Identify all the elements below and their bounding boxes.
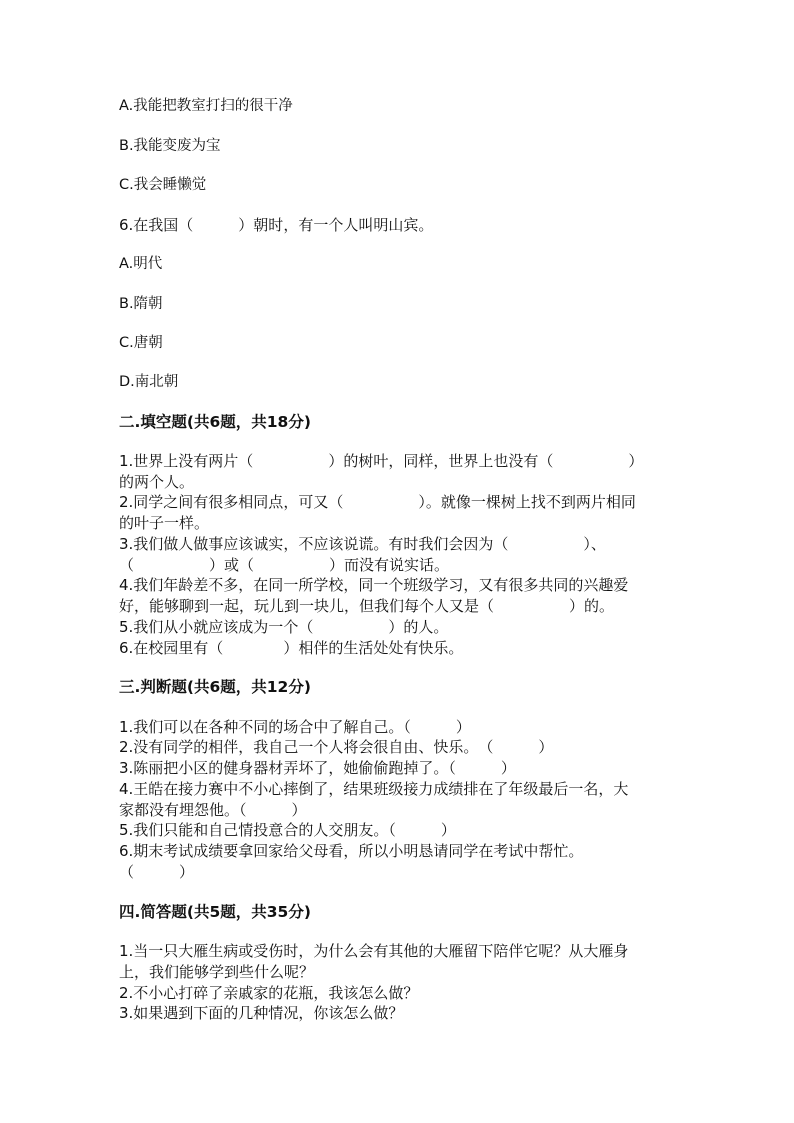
q6-option-c: C.唐朝 [119,335,163,351]
q6-option-b: B.隋朝 [119,296,163,312]
fill-blank-line: 1.世界上没有两片（ ）的树叶，同样，世界上也没有（ ） [119,452,644,470]
section-3-heading: 三.判断题(共6题，共12分) [119,678,311,696]
true-false-line: 6.期末考试成绩要拿回家给父母看，所以小明恳请同学在考试中帮忙。 [119,842,584,860]
true-false-line: （ ） [119,863,195,881]
q6-option-a: A.明代 [119,256,163,272]
fill-blank-line: 2.同学之间有很多相同点，可又（ ）。就像一棵树上找不到两片相同 [119,493,636,511]
q5-option-c: C.我会睡懒觉 [119,177,207,193]
fill-blank-line: 3.我们做人做事应该诚实，不应该说谎。有时我们会因为（ ）、 [119,535,606,553]
fill-blank-line: 的两个人。 [119,473,195,491]
true-false-line: 1.我们可以在各种不同的场合中了解自己。（ ） [119,718,471,736]
fill-blank-line: 的叶子一样。 [119,514,210,532]
short-answer-line: 1.当一只大雁生病或受伤时，为什么会有其他的大雁留下陪伴它呢？从大雁身 [119,942,629,960]
short-answer-line: 2.不小心打碎了亲戚家的花瓶，我该怎么做？ [119,984,419,1002]
fill-blank-line: 5.我们从小就应该成为一个（ ）的人。 [119,618,449,636]
true-false-line: 2.没有同学的相伴，我自己一个人将会很自由、快乐。 （ ） [119,738,554,756]
true-false-line: 4.王皓在接力赛中不小心摔倒了，结果班级接力成绩排在了年级最后一名，大 [119,780,629,798]
fill-blank-line: 好，能够聊到一起，玩儿到一块儿，但我们每个人又是（ ）的。 [119,597,615,615]
short-answer-line: 上，我们能够学到些什么呢？ [119,963,315,981]
section-4-heading: 四.简答题(共5题，共35分) [119,903,311,921]
q5-option-b: B.我能变废为宝 [119,138,221,154]
fill-blank-line: 4.我们年龄差不多，在同一所学校，同一个班级学习，又有很多共同的兴趣爱 [119,576,629,594]
q6-stem: 6.在我国（ ）朝时，有一个人叫明山宾。 [119,216,434,234]
short-answer-line: 3.如果遇到下面的几种情况，你该怎么做？ [119,1004,404,1022]
q6-option-d: D.南北朝 [119,374,179,390]
fill-blank-line: 6.在校园里有（ ）相伴的生活处处有快乐。 [119,639,464,657]
q5-option-a: A.我能把教室打扫的很干净 [119,98,293,114]
true-false-line: 5.我们只能和自己情投意合的人交朋友。（ ） [119,821,456,839]
true-false-line: 3.陈丽把小区的健身器材弄坏了，她偷偷跑掉了。（ ） [119,759,516,777]
section-2-heading: 二.填空题(共6题，共18分) [119,413,311,431]
true-false-line: 家都没有埋怨他。（ ） [119,801,307,819]
fill-blank-line: （ ）或（ ）而没有说实话。 [119,556,450,574]
